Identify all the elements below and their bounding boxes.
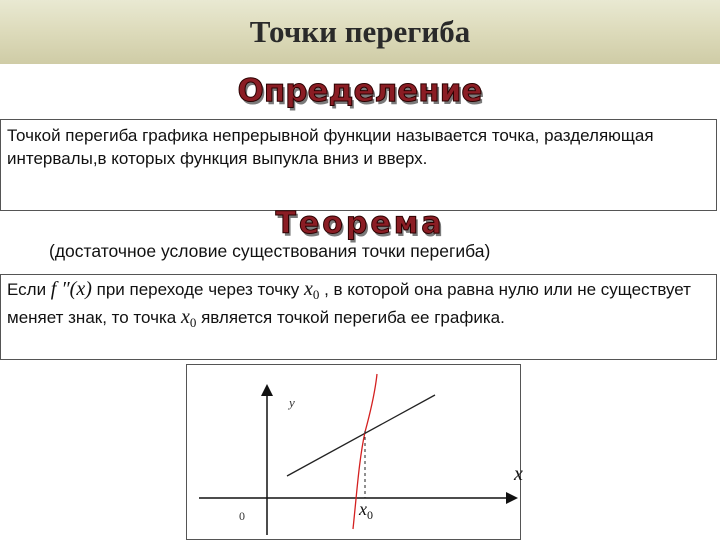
theorem-text-part1: Если [7, 280, 51, 299]
theorem-box [0, 274, 717, 360]
point-x0-second: $x_0$ [180, 306, 197, 330]
theorem-text-part4: является точкой перегиба ее графика. [201, 308, 505, 327]
point-x0: $x_0$ [303, 278, 320, 302]
origin-label: 0 [239, 509, 245, 523]
x-axis-label: x [514, 463, 523, 485]
inflection-graph [187, 365, 522, 541]
theorem-text-part3: , в которой она равна нулю или не существует меняет знак, то точка [7, 280, 691, 327]
second-derivative-formula: f ″(x) [50, 278, 92, 300]
x0-axis-label: $x_0$ [359, 499, 373, 522]
definition-box [0, 119, 717, 211]
theorem-heading: Теорема [275, 206, 445, 241]
graph-frame [186, 364, 521, 540]
y-axis-label: y [289, 395, 295, 410]
theorem-text-part2: при переходе через точку [96, 280, 304, 299]
theorem-subtitle: (достаточное условие существования точки перегиба) [49, 241, 491, 261]
tangent-line [287, 395, 435, 476]
definition-text: Точкой перегиба графика непрерывной функции называется точка, разделяющая интервалы,в которых функция выпукла вниз и вверх. [7, 126, 654, 168]
slide-title: Точки перегиба [249, 14, 471, 49]
definition-heading: Определение [237, 73, 483, 109]
